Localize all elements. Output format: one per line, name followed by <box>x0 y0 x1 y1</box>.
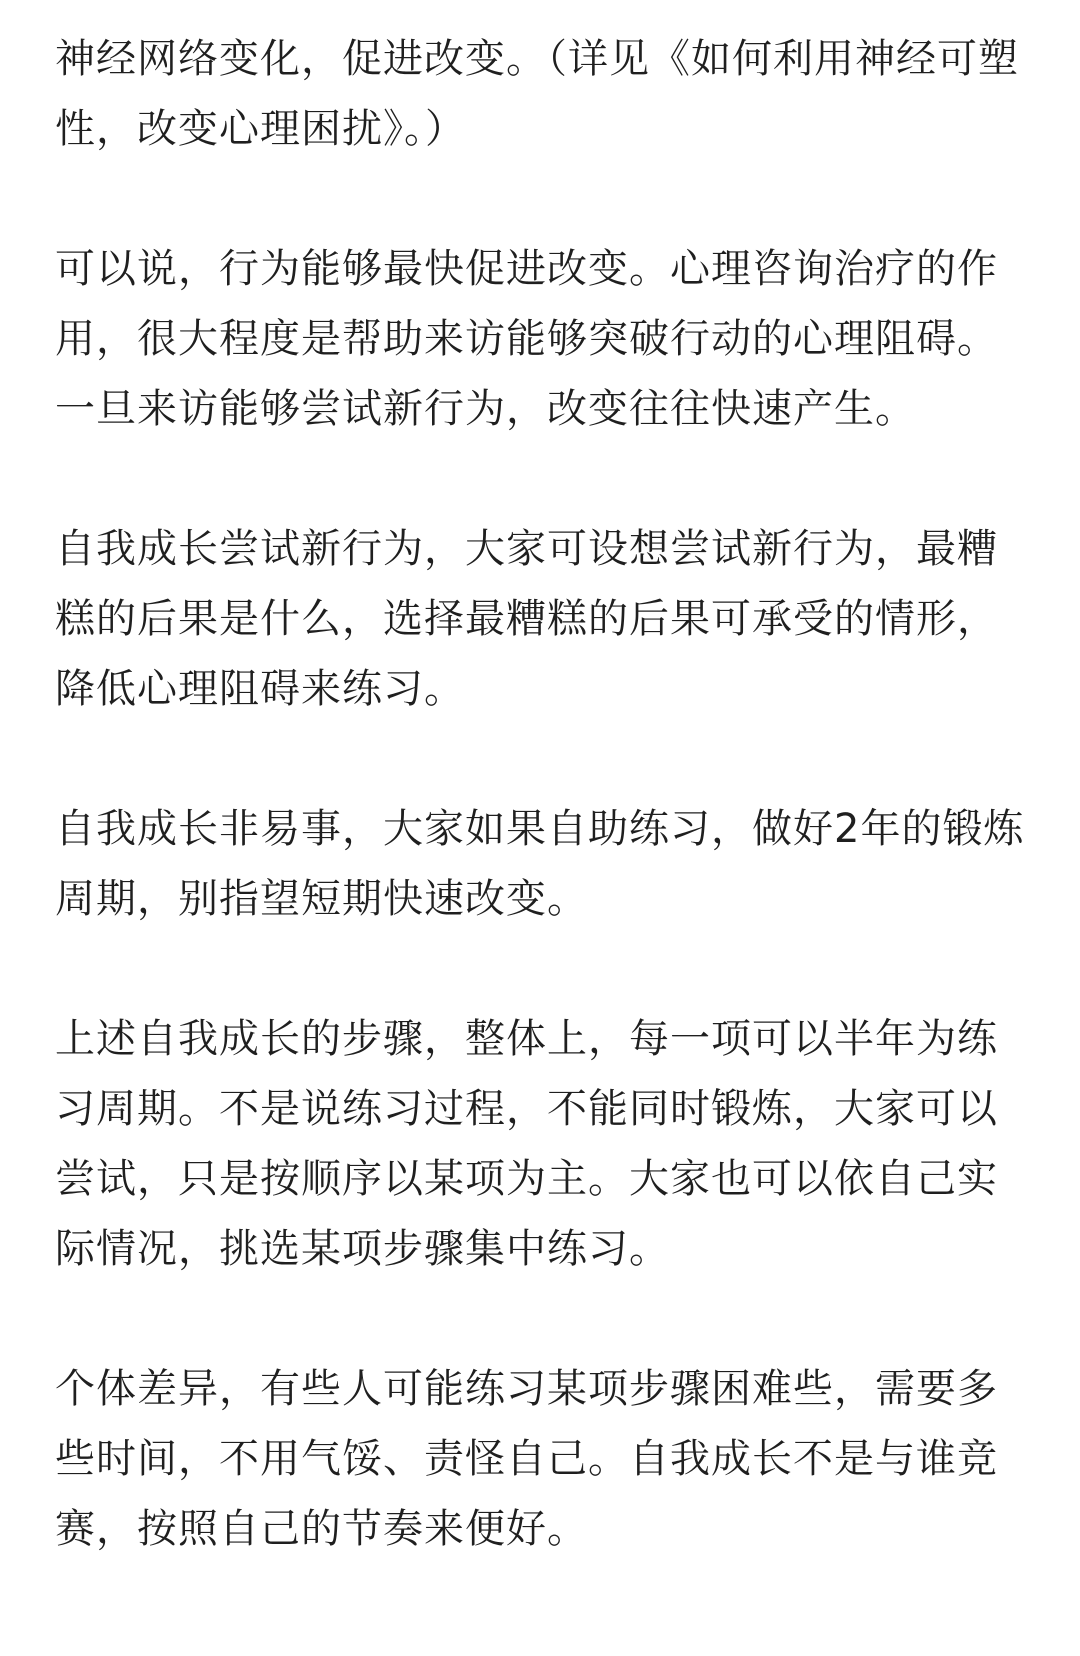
paragraph-step-order: 上述自我成长的步骤，整体上，每一项可以半年为练习周期。不是说练习过程，不能同时锻炼，大家可以尝试，只是按顺序以某项为主。大家也可以依自己实际情况，挑选某项步骤集中练习。 <box>55 1016 998 1272</box>
paragraph-individual-differences: 个体差异，有些人可能练习某项步骤困难些，需要多些时间，不用气馁、责怪自己。自我成长不是与谁竞赛，按照自己的节奏来便好。 <box>55 1366 998 1552</box>
paragraph-practice-period: 自我成长非易事，大家如果自助练习，做好2年的锻炼周期，别指望短期快速改变。 <box>55 806 1025 922</box>
paragraph-neuroplasticity: 神经网络变化，促进改变。（详见《如何利用神经可塑性，改变心理困扰》。） <box>55 36 1019 152</box>
paragraph-try-new-behavior: 自我成长尝试新行为，大家可设想尝试新行为，最糟糕的后果是什么，选择最糟糕的后果可承受的情形，降低心理阻碍来练习。 <box>55 526 998 712</box>
paragraph-behavior-change: 可以说，行为能够最快促进改变。心理咨询治疗的作用，很大程度是帮助来访能够突破行动的心理阻碍。一旦来访能够尝试新行为，改变往往快速产生。 <box>55 246 998 432</box>
article-body <box>55 24 1030 1564</box>
